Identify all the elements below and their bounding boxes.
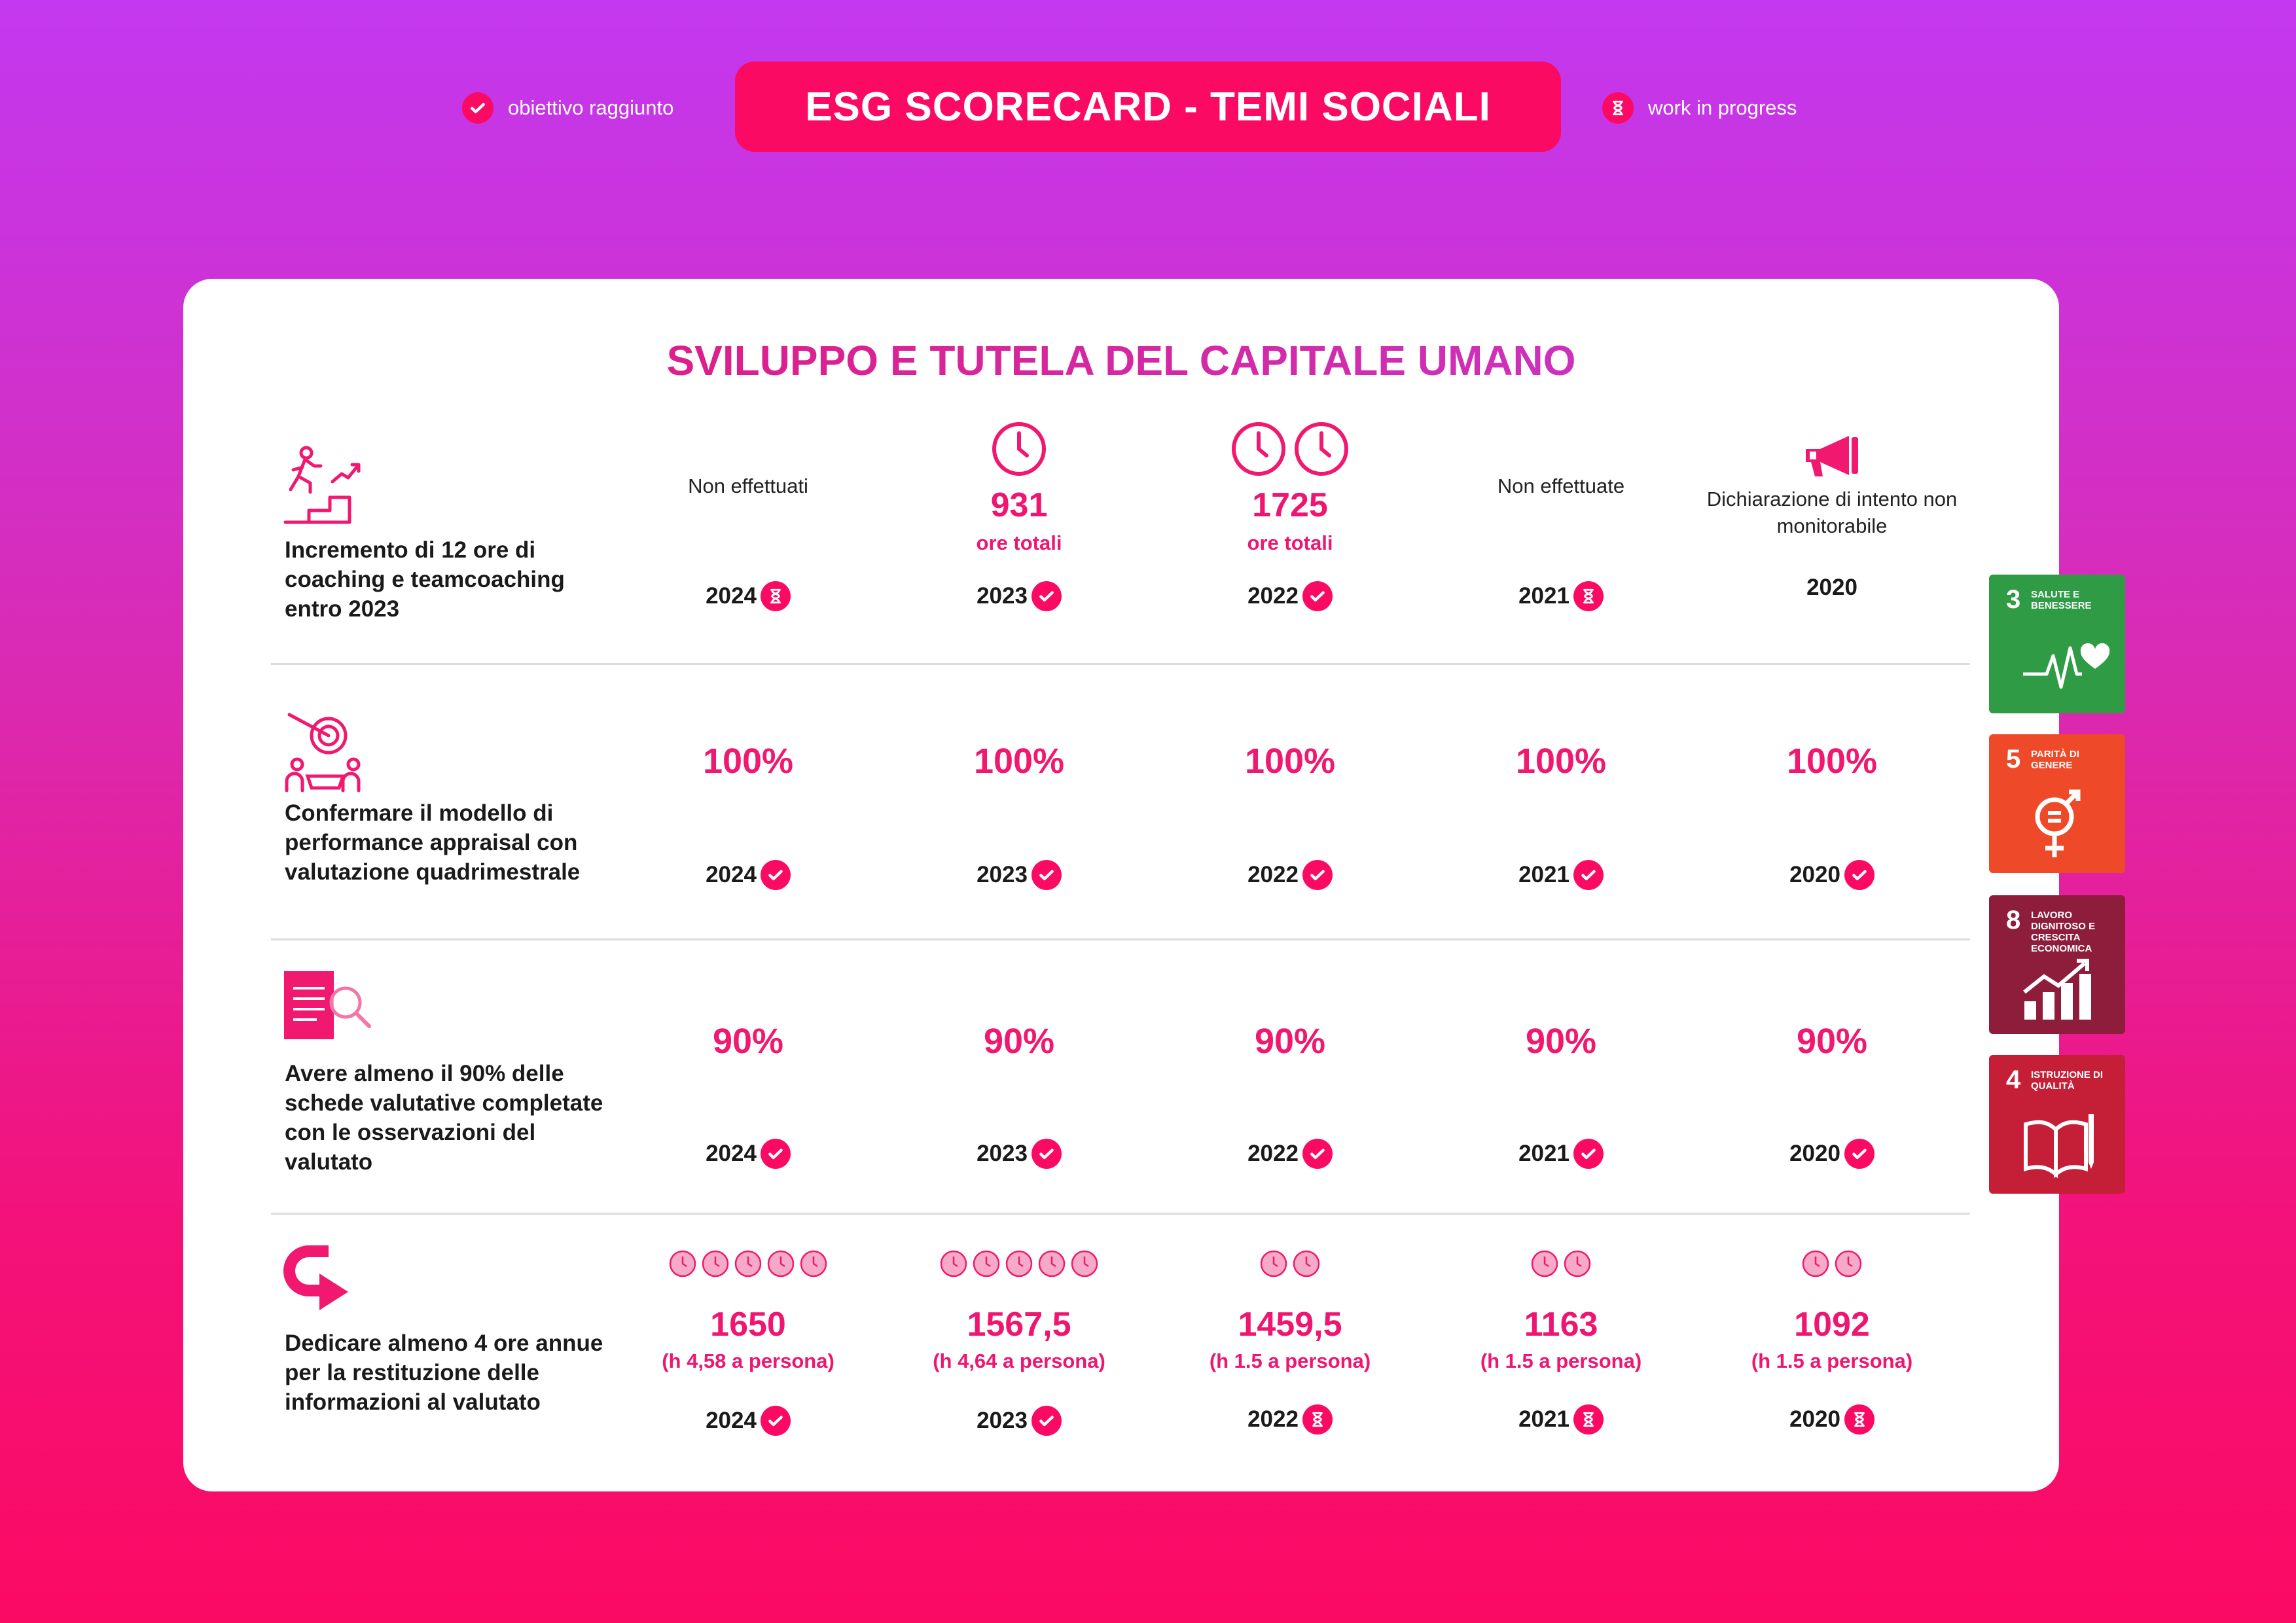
row-label: Confermare il modello di performance appraisal con valutazione quadrimestrale xyxy=(285,800,581,885)
year-label-2021 xyxy=(1424,581,1698,611)
year-text: 2022 xyxy=(1247,583,1299,609)
sdg-name: PARITÀ DI GENERE xyxy=(2031,749,2079,771)
clock-icons xyxy=(882,1249,1157,1282)
check-icon xyxy=(1302,581,1333,611)
growth-chart-icon xyxy=(2022,949,2100,1022)
target-meeting-icon xyxy=(283,711,368,799)
clock-icons xyxy=(1424,1249,1698,1282)
year-text: 2020 xyxy=(1789,862,1840,887)
year-text: 2023 xyxy=(977,862,1028,887)
cell-text: Non effettuate xyxy=(1497,474,1625,497)
check-icon xyxy=(1573,1139,1604,1169)
year-label-2024 xyxy=(611,1139,886,1169)
cell-value: 1567,5 xyxy=(967,1306,1071,1344)
hourglass-icon xyxy=(1844,1404,1874,1435)
year-text: 2022 xyxy=(1247,1141,1299,1166)
hourglass-icon xyxy=(1302,1404,1333,1435)
cell-value: 1163 xyxy=(1524,1306,1598,1344)
stairs-climbing-icon xyxy=(283,442,368,531)
sdg-name: LAVORO DIGNITOSO E CRESCITA ECONOMICA xyxy=(2031,910,2096,954)
check-icon xyxy=(1031,860,1062,890)
check-icon xyxy=(761,860,791,890)
cell-sub: (h 4,64 a persona) xyxy=(933,1349,1105,1372)
year-text: 2020 xyxy=(1789,1141,1840,1166)
hourglass-icon xyxy=(1573,1404,1604,1435)
year-label-2024 xyxy=(611,860,886,890)
year-text: 2021 xyxy=(1518,1406,1570,1432)
page-title: ESG SCORECARD - TEMI SOCIALI xyxy=(735,62,1561,152)
cell-text: Dichiarazione di intento non monitorabile xyxy=(1706,488,1958,537)
check-icon xyxy=(761,1139,791,1169)
megaphone-icon xyxy=(1695,435,1969,484)
gender-equality-icon xyxy=(2022,788,2094,861)
section-title: SVILUPPO E TUTELA DEL CAPITALE UMANO xyxy=(183,336,2059,385)
sdg-number: 4 xyxy=(2006,1065,2021,1094)
year-text: 2024 xyxy=(706,862,757,887)
row-divider xyxy=(271,938,1970,940)
cell-value: 100% xyxy=(702,741,794,781)
row-divider xyxy=(271,1213,1970,1215)
sdg-tile-5 xyxy=(1989,734,2125,873)
row-divider xyxy=(271,663,1970,665)
year-text: 2023 xyxy=(977,1408,1028,1433)
check-icon xyxy=(1844,1139,1874,1169)
check-icon xyxy=(1031,581,1062,611)
legend-wip-label: work in progress xyxy=(1648,96,1797,119)
sdg-number: 8 xyxy=(2006,906,2021,935)
cell-value: 90% xyxy=(1525,1022,1597,1061)
document-search-icon xyxy=(283,970,372,1045)
cell-sub: (h 1.5 a persona) xyxy=(1480,1349,1642,1372)
year-text: 2022 xyxy=(1247,1406,1299,1432)
cell-value: 1725 xyxy=(1252,486,1328,524)
year-label-2020 xyxy=(1695,1404,1969,1435)
cell-value: 931 xyxy=(990,486,1048,524)
clock-icon-pair xyxy=(1153,420,1427,481)
return-arrow-icon xyxy=(283,1241,355,1323)
year-text: 2020 xyxy=(1789,1406,1840,1432)
cell-value: 1650 xyxy=(710,1306,786,1344)
row-label: Avere almeno il 90% delle schede valutative completate con le osservazioni del valutato xyxy=(285,1061,603,1175)
year-text: 2024 xyxy=(706,583,757,609)
year-label-2022 xyxy=(1153,860,1427,890)
hourglass-icon xyxy=(1602,92,1634,124)
sdg-name: SALUTE E BENESSERE xyxy=(2031,589,2092,611)
year-text: 2024 xyxy=(706,1141,757,1166)
year-label-2022 xyxy=(1153,1139,1427,1169)
cell-sub: ore totali xyxy=(976,531,1062,554)
year-label-2021 xyxy=(1424,1139,1698,1169)
year-label-2022 xyxy=(1153,581,1427,611)
hourglass-icon xyxy=(761,581,791,611)
year-label-2020 xyxy=(1695,1139,1969,1169)
hourglass-icon xyxy=(1573,581,1604,611)
legend-achieved-label: obiettivo raggiunto xyxy=(508,96,674,119)
sdg-tile-3 xyxy=(1989,575,2125,713)
clock-icons xyxy=(1153,1249,1427,1282)
book-icon xyxy=(2022,1109,2100,1182)
year-label-2023 xyxy=(882,581,1157,611)
year-text: 2021 xyxy=(1518,583,1570,609)
check-icon xyxy=(1302,1139,1333,1169)
sdg-number: 3 xyxy=(2006,585,2021,614)
year-text: 2021 xyxy=(1518,1141,1570,1166)
year-text: 2024 xyxy=(706,1408,757,1433)
year-label-2020 xyxy=(1695,575,1969,601)
sdg-tile-4 xyxy=(1989,1055,2125,1194)
cell-value: 100% xyxy=(1244,741,1336,781)
year-label-2023 xyxy=(882,860,1157,890)
year-label-2023 xyxy=(882,1139,1157,1169)
year-text: 2023 xyxy=(977,1141,1028,1166)
check-icon xyxy=(1844,860,1874,890)
cell-value: 90% xyxy=(1254,1022,1326,1061)
check-icon xyxy=(1302,860,1333,890)
clock-icons xyxy=(1695,1249,1969,1282)
sdg-name: ISTRUZIONE DI QUALITÀ xyxy=(2031,1069,2104,1092)
year-label-2020 xyxy=(1695,860,1969,890)
year-label-2024 xyxy=(611,581,886,611)
clock-icon xyxy=(882,420,1157,481)
year-text: 2022 xyxy=(1247,862,1299,887)
cell-sub: (h 1.5 a persona) xyxy=(1209,1349,1371,1372)
check-icon xyxy=(462,92,493,124)
cell-value: 90% xyxy=(1796,1022,1868,1061)
sdg-tile-8 xyxy=(1989,895,2125,1034)
year-label-2024 xyxy=(611,1406,886,1436)
row-label: Dedicare almeno 4 ore annue per la restituzione delle informazioni al valutato xyxy=(285,1330,603,1415)
sdg-number: 5 xyxy=(2006,745,2021,774)
heartbeat-icon xyxy=(2022,628,2113,694)
cell-value: 100% xyxy=(1515,741,1607,781)
year-label-2023 xyxy=(882,1406,1157,1436)
cell-sub: (h 4,58 a persona) xyxy=(662,1349,834,1372)
legend-wip xyxy=(1602,92,1797,124)
scorecard-card xyxy=(183,279,2059,1491)
year-label-2021 xyxy=(1424,860,1698,890)
check-icon xyxy=(1573,860,1604,890)
year-label-2021 xyxy=(1424,1404,1698,1435)
cell-value: 100% xyxy=(1786,741,1878,781)
check-icon xyxy=(1031,1139,1062,1169)
year-text: 2021 xyxy=(1518,862,1570,887)
cell-value: 90% xyxy=(712,1022,784,1061)
row-label: Incremento di 12 ore di coaching e teamcoaching entro 2023 xyxy=(285,537,565,622)
cell-text: Non effettuati xyxy=(688,474,808,497)
clock-icons xyxy=(611,1249,886,1282)
year-text: 2020 xyxy=(1806,575,1857,600)
check-icon xyxy=(761,1406,791,1436)
cell-sub: (h 1.5 a persona) xyxy=(1751,1349,1913,1372)
cell-sub: ore totali xyxy=(1247,531,1333,554)
legend-achieved xyxy=(462,92,673,124)
cell-value: 100% xyxy=(973,741,1065,781)
year-text: 2023 xyxy=(977,583,1028,609)
cell-value: 1459,5 xyxy=(1238,1306,1342,1344)
check-icon xyxy=(1031,1406,1062,1436)
cell-value: 1092 xyxy=(1794,1306,1870,1344)
year-label-2022 xyxy=(1153,1404,1427,1435)
cell-value: 90% xyxy=(983,1022,1055,1061)
